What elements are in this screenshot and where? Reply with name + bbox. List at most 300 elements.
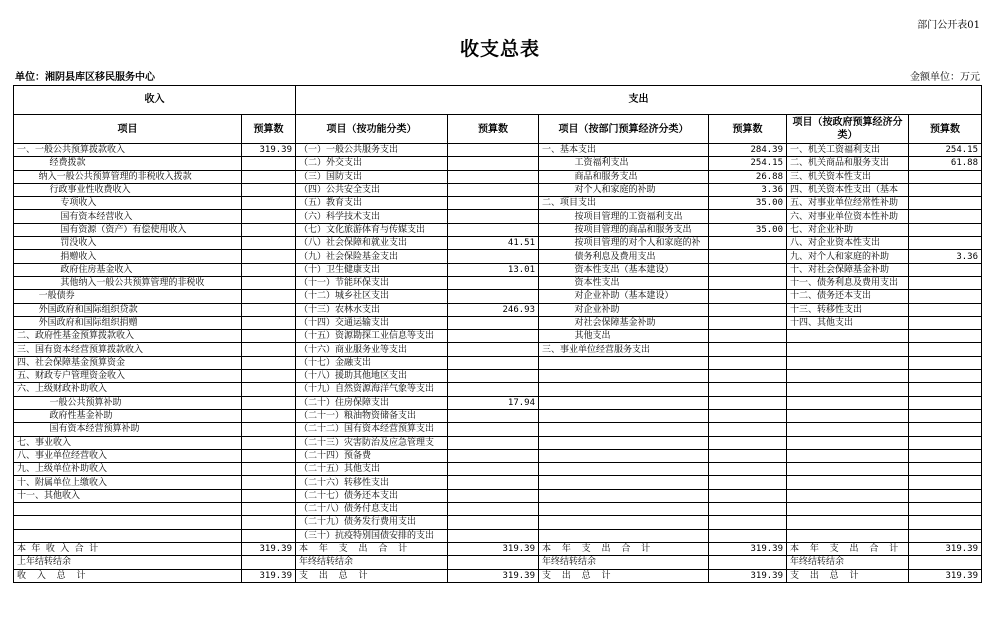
item-cell — [539, 356, 709, 369]
amount-cell — [709, 316, 787, 329]
amount-cell — [448, 503, 539, 516]
amount-cell — [909, 436, 982, 449]
amount-cell: 3.36 — [709, 183, 787, 196]
amount-cell — [242, 436, 296, 449]
table-row — [14, 250, 982, 263]
item-cell: （六）科学技术支出 — [296, 210, 448, 223]
amount-cell — [709, 290, 787, 303]
amount-cell — [448, 463, 539, 476]
item-cell: 七、事业收入 — [14, 436, 242, 449]
amount-cell — [448, 157, 539, 170]
amount-cell — [909, 343, 982, 356]
item-cell — [787, 529, 909, 542]
item-cell: （二十三）灾害防治及应急管理支 — [296, 436, 448, 449]
item-cell: 资本性支出（基本建设） — [539, 263, 709, 276]
amount-cell — [242, 423, 296, 436]
column-header: 项目（按功能分类） — [296, 115, 448, 144]
amount-cell — [448, 489, 539, 502]
table-row — [14, 210, 982, 223]
table-row — [14, 237, 982, 250]
amount-cell — [448, 409, 539, 422]
amount-cell — [909, 409, 982, 422]
table-row — [14, 144, 982, 157]
item-cell: 一般公共预算补助 — [14, 396, 242, 409]
amount-cell — [709, 237, 787, 250]
amount-cell — [242, 556, 296, 569]
item-cell: 罚没收入 — [14, 237, 242, 250]
item-cell: 十一、债务利息及费用支出 — [787, 276, 909, 289]
column-header: 预算数 — [242, 115, 296, 144]
column-header: 项目 — [14, 115, 242, 144]
item-cell: 对个人和家庭的补助 — [539, 183, 709, 196]
amount-cell — [242, 316, 296, 329]
amount-cell — [709, 210, 787, 223]
item-cell: 九、上级单位补助收入 — [14, 463, 242, 476]
amount-cell — [448, 383, 539, 396]
amount-cell — [242, 170, 296, 183]
amount-cell — [242, 449, 296, 462]
item-cell: 其他支出 — [539, 330, 709, 343]
table-row — [14, 356, 982, 369]
item-cell — [787, 423, 909, 436]
amount-cell — [242, 476, 296, 489]
table-row — [14, 489, 982, 502]
item-cell: 资本性支出 — [539, 276, 709, 289]
item-cell: 三、国有资本经营预算拨款收入 — [14, 343, 242, 356]
item-cell: 十、附属单位上缴收入 — [14, 476, 242, 489]
amount-cell — [448, 356, 539, 369]
amount-cell — [909, 503, 982, 516]
item-cell: 五、财政专户管理资金收入 — [14, 370, 242, 383]
amount-unit: 金额单位：万元 — [910, 72, 980, 83]
amount-cell: 246.93 — [448, 303, 539, 316]
item-cell: 三、事业单位经营服务支出 — [539, 343, 709, 356]
item-cell: 一、一般公共预算拨款收入 — [14, 144, 242, 157]
expense-group-header: 支出 — [296, 86, 982, 115]
item-cell: 一般债券 — [14, 290, 242, 303]
item-cell: 四、社会保障基金预算资金 — [14, 356, 242, 369]
item-cell — [787, 476, 909, 489]
amount-cell — [909, 210, 982, 223]
amount-cell — [242, 330, 296, 343]
amount-cell — [709, 356, 787, 369]
item-cell — [14, 529, 242, 542]
item-cell: （十八）援助其他地区支出 — [296, 370, 448, 383]
amount-cell — [709, 423, 787, 436]
amount-cell — [909, 423, 982, 436]
table-row — [14, 157, 982, 170]
amount-cell — [709, 556, 787, 569]
table-row — [14, 436, 982, 449]
item-cell: （八）社会保障和就业支出 — [296, 237, 448, 250]
amount-cell — [242, 263, 296, 276]
table-row — [14, 383, 982, 396]
page-title: 收支总表 — [459, 38, 540, 60]
item-cell — [539, 436, 709, 449]
item-cell: （十一）节能环保支出 — [296, 276, 448, 289]
table-row — [14, 370, 982, 383]
amount-cell — [709, 449, 787, 462]
item-cell: 十一、其他收入 — [14, 489, 242, 502]
item-cell: 二、机关商品和服务支出 — [787, 157, 909, 170]
item-cell — [787, 343, 909, 356]
amount-cell — [909, 330, 982, 343]
item-cell: （十六）商业服务业等支出 — [296, 343, 448, 356]
amount-cell — [909, 237, 982, 250]
amount-cell — [709, 476, 787, 489]
amount-cell — [909, 356, 982, 369]
amount-cell — [242, 183, 296, 196]
amount-cell — [709, 436, 787, 449]
item-cell — [539, 449, 709, 462]
item-cell: 六、上级财政补助收入 — [14, 383, 242, 396]
amount-cell — [242, 250, 296, 263]
amount-cell — [709, 343, 787, 356]
table-row — [14, 343, 982, 356]
table-row — [14, 476, 982, 489]
amount-cell — [448, 183, 539, 196]
item-cell: 十、对社会保障基金补助 — [787, 263, 909, 276]
item-cell: 纳入一般公共预算管理的非税收入拨款 — [14, 170, 242, 183]
amount-cell — [909, 197, 982, 210]
item-cell: （五）教育支出 — [296, 197, 448, 210]
item-cell — [539, 489, 709, 502]
amount-cell — [242, 343, 296, 356]
amount-cell — [709, 503, 787, 516]
amount-cell — [909, 170, 982, 183]
amount-cell: 26.88 — [709, 170, 787, 183]
amount-cell: 17.94 — [448, 396, 539, 409]
amount-cell: 61.88 — [909, 157, 982, 170]
item-cell: （二十八）债务付息支出 — [296, 503, 448, 516]
amount-cell — [709, 383, 787, 396]
amount-cell: 319.39 — [709, 542, 787, 555]
amount-cell — [242, 210, 296, 223]
item-cell: 经费拨款 — [14, 157, 242, 170]
amount-cell — [909, 223, 982, 236]
item-cell — [539, 383, 709, 396]
item-cell: （十二）城乡社区支出 — [296, 290, 448, 303]
item-cell: 十四、其他支出 — [787, 316, 909, 329]
amount-cell — [709, 276, 787, 289]
amount-cell — [242, 529, 296, 542]
item-cell: 七、对企业补助 — [787, 223, 909, 236]
item-cell: 商品和服务支出 — [539, 170, 709, 183]
amount-cell — [709, 370, 787, 383]
item-cell — [787, 516, 909, 529]
item-cell: （十三）农林水支出 — [296, 303, 448, 316]
item-cell: （二十四）预备费 — [296, 449, 448, 462]
amount-cell — [909, 263, 982, 276]
amount-cell — [909, 276, 982, 289]
item-cell: （四）公共安全支出 — [296, 183, 448, 196]
item-cell: 三、机关资本性支出 — [787, 170, 909, 183]
item-cell: 对社会保障基金补助 — [539, 316, 709, 329]
item-cell: （十）卫生健康支出 — [296, 263, 448, 276]
table-row — [14, 276, 982, 289]
amount-cell — [242, 276, 296, 289]
amount-cell — [709, 529, 787, 542]
table-row — [14, 556, 982, 569]
amount-cell — [709, 263, 787, 276]
item-cell: 工资福利支出 — [539, 157, 709, 170]
amount-cell: 319.39 — [709, 569, 787, 582]
amount-cell — [909, 183, 982, 196]
amount-cell — [242, 383, 296, 396]
amount-cell — [448, 170, 539, 183]
item-cell: 专项收入 — [14, 197, 242, 210]
table-row — [14, 516, 982, 529]
item-cell: 本 年 支 出 合 计 — [539, 542, 709, 555]
amount-cell — [909, 396, 982, 409]
item-cell — [539, 476, 709, 489]
amount-cell — [709, 250, 787, 263]
amount-cell — [909, 303, 982, 316]
table-row — [14, 449, 982, 462]
amount-cell — [242, 303, 296, 316]
amount-cell — [909, 556, 982, 569]
amount-cell — [242, 463, 296, 476]
amount-cell — [448, 210, 539, 223]
column-header: 预算数 — [909, 115, 982, 144]
item-cell: 国有资源（资产）有偿使用收入 — [14, 223, 242, 236]
amount-cell — [709, 409, 787, 422]
amount-cell — [242, 409, 296, 422]
amount-cell — [709, 489, 787, 502]
amount-cell — [242, 237, 296, 250]
item-cell: 二、政府性基金预算拨款收入 — [14, 330, 242, 343]
table-row — [14, 542, 982, 555]
amount-cell — [448, 516, 539, 529]
amount-cell — [448, 144, 539, 157]
amount-cell — [242, 223, 296, 236]
item-cell — [539, 370, 709, 383]
item-cell — [787, 383, 909, 396]
amount-cell — [909, 463, 982, 476]
table-row — [14, 303, 982, 316]
amount-cell — [448, 370, 539, 383]
table-row — [14, 183, 982, 196]
item-cell: （二十五）其他支出 — [296, 463, 448, 476]
column-header: 项目（按部门预算经济分类） — [539, 115, 709, 144]
item-cell: （二十二）国有资本经营预算支出 — [296, 423, 448, 436]
table-row — [14, 569, 982, 582]
table-row — [14, 223, 982, 236]
item-cell: （二十七）债务还本支出 — [296, 489, 448, 502]
amount-cell: 35.00 — [709, 223, 787, 236]
column-header: 预算数 — [448, 115, 539, 144]
table-row — [14, 503, 982, 516]
table-row — [14, 529, 982, 542]
table-row — [14, 409, 982, 422]
amount-cell — [448, 423, 539, 436]
amount-cell: 254.15 — [709, 157, 787, 170]
amount-cell — [909, 476, 982, 489]
item-cell — [787, 503, 909, 516]
item-cell — [787, 330, 909, 343]
amount-cell: 319.39 — [242, 569, 296, 582]
item-cell: 六、对事业单位资本性补助 — [787, 210, 909, 223]
item-cell: 债务利息及费用支出 — [539, 250, 709, 263]
table-row — [14, 330, 982, 343]
amount-cell: 35.00 — [709, 197, 787, 210]
amount-cell — [909, 516, 982, 529]
item-cell: 按项目管理的工资福利支出 — [539, 210, 709, 223]
item-cell — [14, 503, 242, 516]
item-cell: 政府住房基金收入 — [14, 263, 242, 276]
amount-cell — [909, 489, 982, 502]
amount-cell — [448, 556, 539, 569]
amount-cell: 319.39 — [242, 144, 296, 157]
amount-cell — [448, 276, 539, 289]
amount-cell — [448, 330, 539, 343]
item-cell: 十三、转移性支出 — [787, 303, 909, 316]
item-cell: （十四）交通运输支出 — [296, 316, 448, 329]
item-cell: 九、对个人和家庭的补助 — [787, 250, 909, 263]
item-cell — [539, 516, 709, 529]
column-header: 项目（按政府预算经济分类） — [787, 115, 909, 144]
amount-cell — [242, 516, 296, 529]
item-cell: （二十九）债务发行费用支出 — [296, 516, 448, 529]
item-cell — [14, 516, 242, 529]
amount-cell: 13.01 — [448, 263, 539, 276]
item-cell: 捐赠收入 — [14, 250, 242, 263]
amount-cell — [909, 290, 982, 303]
item-cell: 十二、债务还本支出 — [787, 290, 909, 303]
item-cell: （一）一般公共服务支出 — [296, 144, 448, 157]
budget-summary-table — [13, 85, 982, 583]
item-cell — [539, 503, 709, 516]
amount-cell — [242, 290, 296, 303]
item-cell — [787, 356, 909, 369]
item-cell — [787, 489, 909, 502]
amount-cell — [242, 197, 296, 210]
item-cell: （二十）住房保障支出 — [296, 396, 448, 409]
table-row — [14, 423, 982, 436]
item-cell — [787, 449, 909, 462]
item-cell: （二十一）粮油物资储备支出 — [296, 409, 448, 422]
item-cell — [539, 409, 709, 422]
item-cell: 二、项目支出 — [539, 197, 709, 210]
column-header: 预算数 — [709, 115, 787, 144]
table-row — [14, 170, 982, 183]
item-cell: 行政事业性收费收入 — [14, 183, 242, 196]
form-number: 部门公开表01 — [917, 20, 980, 31]
item-cell — [787, 396, 909, 409]
item-cell: 年终结转结余 — [787, 556, 909, 569]
item-cell: 支 出 总 计 — [296, 569, 448, 582]
table-row — [14, 396, 982, 409]
item-cell: 按项目管理的商品和服务支出 — [539, 223, 709, 236]
item-cell — [539, 423, 709, 436]
item-cell: 五、对事业单位经常性补助 — [787, 197, 909, 210]
amount-cell — [448, 436, 539, 449]
item-cell: 对企业补助 — [539, 303, 709, 316]
item-cell: 国有资本经营收入 — [14, 210, 242, 223]
amount-cell — [448, 223, 539, 236]
table-row — [14, 316, 982, 329]
amount-cell: 3.36 — [909, 250, 982, 263]
amount-cell — [709, 516, 787, 529]
item-cell: （二）外交支出 — [296, 157, 448, 170]
amount-cell: 41.51 — [448, 237, 539, 250]
item-cell: 其他纳入一般公共预算管理的非税收 — [14, 276, 242, 289]
amount-cell — [448, 529, 539, 542]
amount-cell — [242, 396, 296, 409]
amount-cell — [909, 449, 982, 462]
amount-cell — [448, 476, 539, 489]
item-cell: （七）文化旅游体育与传媒支出 — [296, 223, 448, 236]
item-cell — [539, 463, 709, 476]
amount-cell — [909, 529, 982, 542]
item-cell: 八、事业单位经营收入 — [14, 449, 242, 462]
item-cell — [787, 463, 909, 476]
item-cell — [539, 529, 709, 542]
item-cell: 政府性基金补助 — [14, 409, 242, 422]
item-cell: 支 出 总 计 — [539, 569, 709, 582]
table-row — [14, 263, 982, 276]
item-cell: （十七）金融支出 — [296, 356, 448, 369]
item-cell: （二十六）转移性支出 — [296, 476, 448, 489]
item-cell: 一、机关工资福利支出 — [787, 144, 909, 157]
item-cell: （三十）抗疫特别国债安排的支出 — [296, 529, 448, 542]
item-cell: 上年结转结余 — [14, 556, 242, 569]
amount-cell — [709, 330, 787, 343]
amount-cell — [909, 370, 982, 383]
amount-cell — [709, 396, 787, 409]
amount-cell: 319.39 — [448, 542, 539, 555]
item-cell: 年终结转结余 — [296, 556, 448, 569]
item-cell: 按项目管理的对个人和家庭的补 — [539, 237, 709, 250]
amount-cell — [448, 197, 539, 210]
table-row — [14, 463, 982, 476]
income-group-header: 收入 — [14, 86, 296, 115]
amount-cell — [448, 250, 539, 263]
item-cell: 本 年 支 出 合 计 — [787, 542, 909, 555]
table-row — [14, 290, 982, 303]
table-row — [14, 197, 982, 210]
item-cell: 收 入 总 计 — [14, 569, 242, 582]
item-cell: 支 出 总 计 — [787, 569, 909, 582]
item-cell: （十九）自然资源海洋气象等支出 — [296, 383, 448, 396]
item-cell — [539, 396, 709, 409]
amount-cell — [909, 316, 982, 329]
item-cell: 外国政府和国际组织贷款 — [14, 303, 242, 316]
item-cell: 一、基本支出 — [539, 144, 709, 157]
unit-name: 单位：湘阴县库区移民服务中心 — [15, 72, 155, 83]
item-cell — [787, 409, 909, 422]
item-cell: 年终结转结余 — [539, 556, 709, 569]
amount-cell: 319.39 — [242, 542, 296, 555]
amount-cell — [242, 157, 296, 170]
amount-cell — [709, 303, 787, 316]
amount-cell — [448, 290, 539, 303]
item-cell: 国有资本经营预算补助 — [14, 423, 242, 436]
amount-cell: 319.39 — [909, 542, 982, 555]
item-cell: 对企业补助（基本建设） — [539, 290, 709, 303]
item-cell: 四、机关资本性支出（基本 — [787, 183, 909, 196]
amount-cell — [242, 356, 296, 369]
amount-cell — [242, 370, 296, 383]
amount-cell: 319.39 — [909, 569, 982, 582]
amount-cell: 319.39 — [448, 569, 539, 582]
item-cell: 本 年 收 入 合 计 — [14, 542, 242, 555]
amount-cell — [242, 503, 296, 516]
amount-cell: 284.39 — [709, 144, 787, 157]
item-cell: 本 年 支 出 合 计 — [296, 542, 448, 555]
item-cell: 外国政府和国际组织捐赠 — [14, 316, 242, 329]
amount-cell — [909, 383, 982, 396]
